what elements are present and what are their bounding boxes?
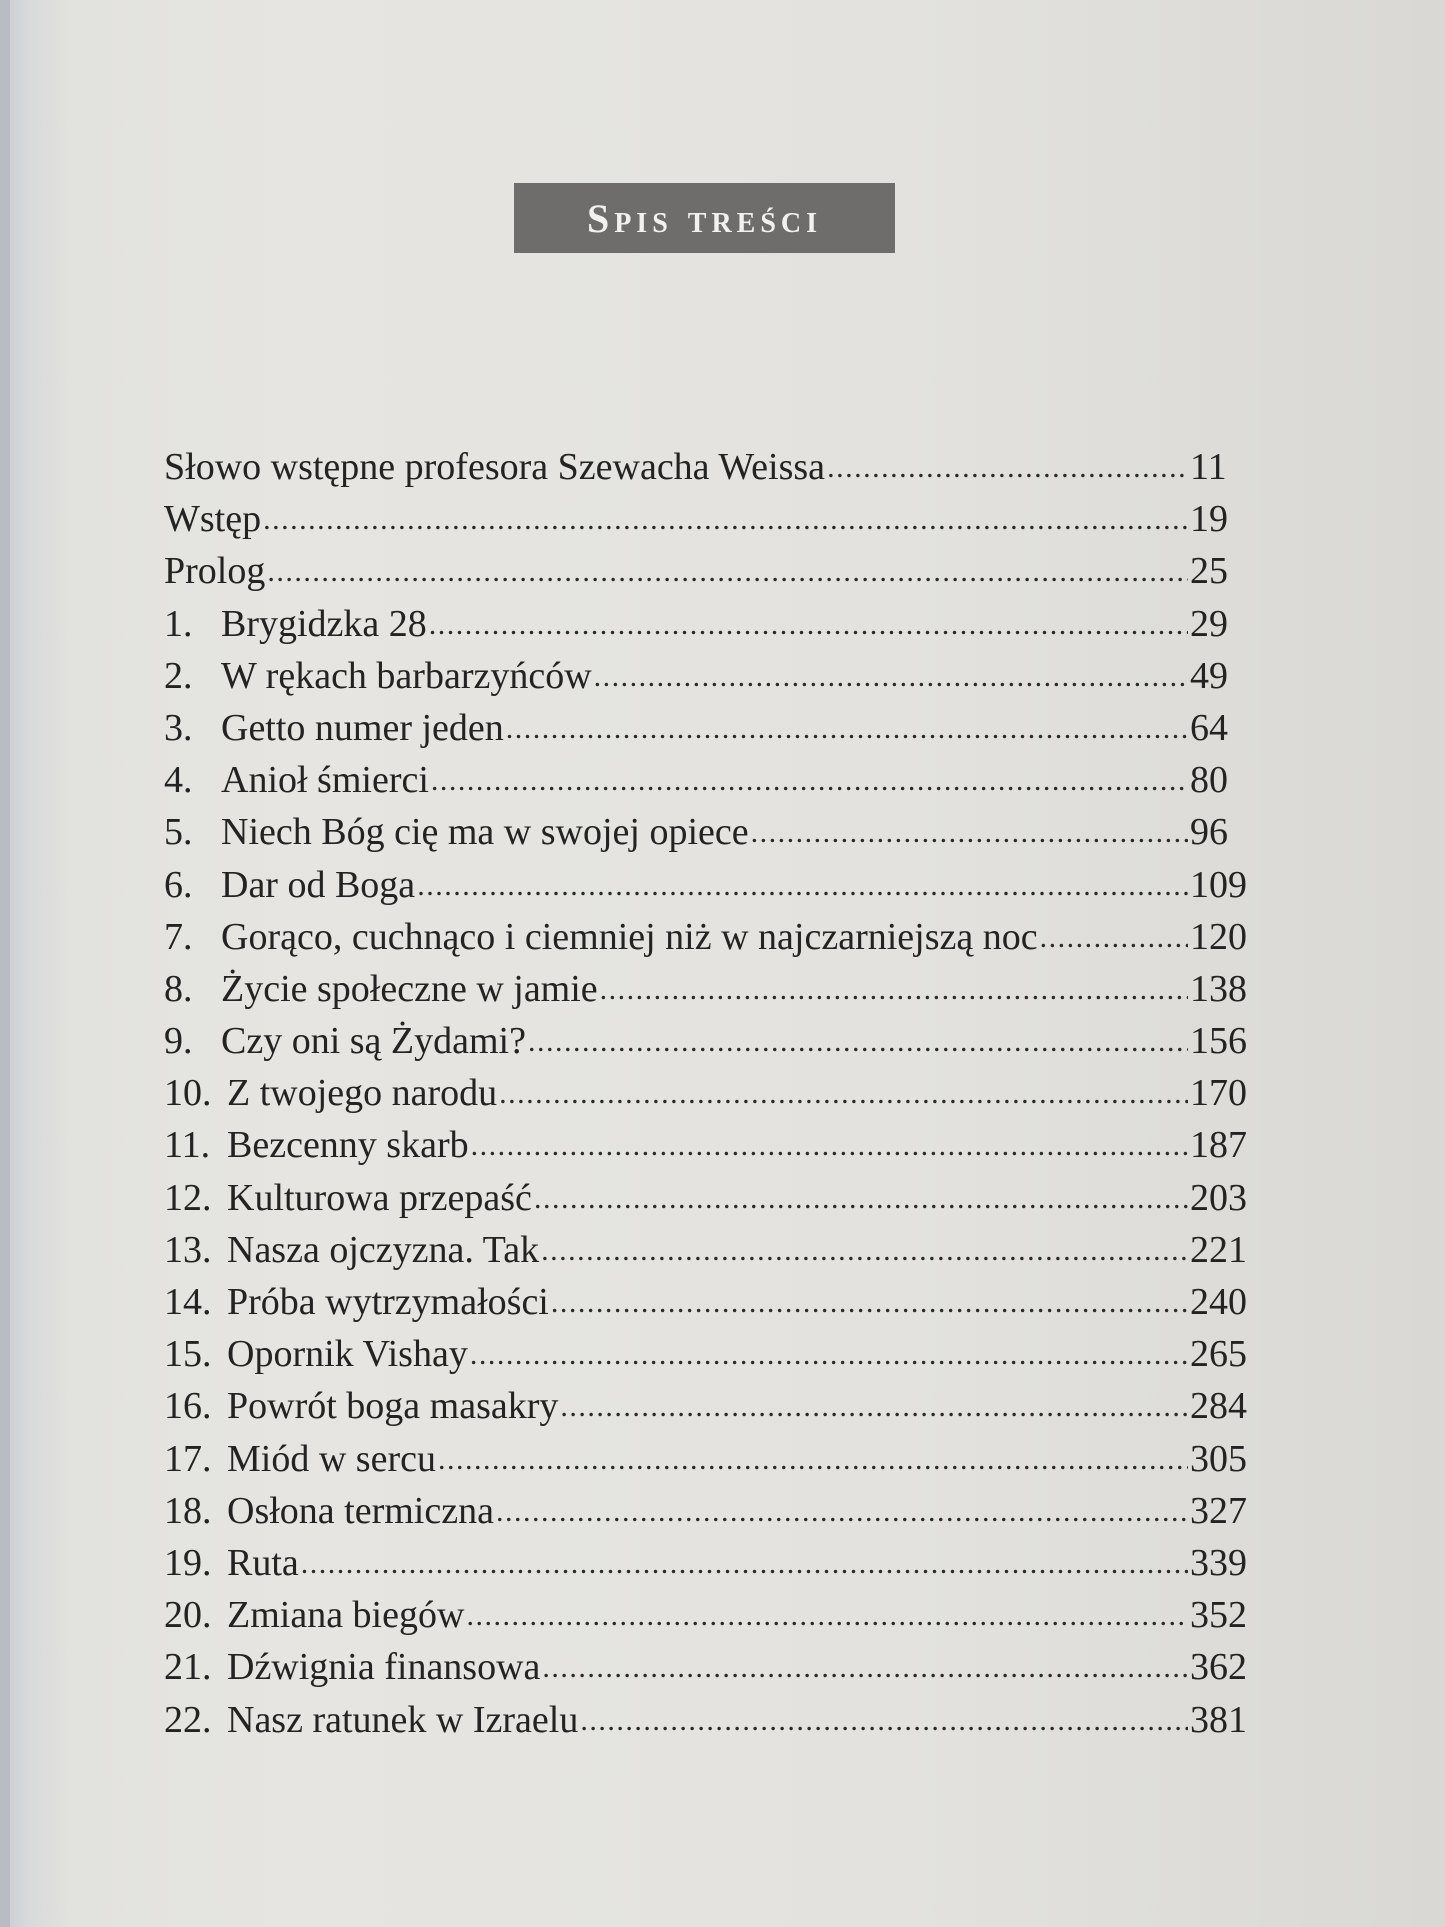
toc-entry-number: 21.: [164, 1646, 212, 1689]
toc-entry-number: 13.: [164, 1228, 212, 1271]
toc-entry: [164, 497, 1264, 549]
toc-entry-number: 8.: [164, 967, 193, 1010]
toc-entry: [164, 863, 1264, 915]
toc-entry: [164, 1071, 1264, 1123]
title-banner: [514, 183, 895, 253]
toc-entry-number: 15.: [164, 1333, 212, 1376]
toc-entry-page-number: 284: [1190, 1385, 1247, 1428]
toc-entry-page-number: 240: [1190, 1281, 1247, 1323]
toc-entry: [164, 1593, 1264, 1645]
toc-entry-title: Gorąco, cuchnąco i ciemniej niż w najczarniejszą noc: [221, 915, 1038, 958]
toc-entry: [164, 967, 1264, 1019]
toc-entry-page-number: 362: [1190, 1646, 1247, 1689]
toc-entry: [164, 915, 1264, 967]
toc-entry-number: 6.: [164, 863, 193, 906]
toc-entry-number: 19.: [164, 1541, 212, 1584]
toc-entry: [164, 654, 1264, 706]
toc-entry: [164, 445, 1264, 497]
dot-leader: [499, 1069, 1188, 1113]
toc-entry-page-number: 11: [1190, 446, 1227, 488]
toc-entry-page-number: 156: [1190, 1020, 1247, 1063]
dot-leader: [496, 1487, 1188, 1531]
toc-entry: [164, 1123, 1264, 1175]
toc-entry-number: 7.: [164, 915, 193, 958]
dot-leader: [560, 1382, 1188, 1426]
page-edge: [0, 0, 10, 1927]
toc-entry: [164, 1280, 1264, 1332]
toc-entry-page-number: 96: [1190, 811, 1228, 854]
toc-entry-title: Wstęp: [164, 498, 262, 541]
toc-entry-title: Miód w sercu: [227, 1437, 436, 1480]
toc-entry-number: 12.: [164, 1176, 212, 1219]
toc-entry-title: Czy oni są Żydami?: [221, 1020, 526, 1063]
toc-entry-title: Nasza ojczyzna. Tak: [227, 1228, 540, 1271]
toc-entry-number: 18.: [164, 1489, 212, 1532]
toc-entry-title: Próba wytrzymałości: [227, 1281, 549, 1323]
dot-leader: [751, 808, 1188, 852]
dot-leader: [471, 1121, 1188, 1165]
toc-entry-page-number: 352: [1190, 1594, 1247, 1637]
dot-leader: [301, 1539, 1188, 1583]
toc-entry-title: Dźwignia finansowa: [227, 1646, 541, 1689]
toc-entry-number: 3.: [164, 706, 193, 749]
toc-entry-page-number: 29: [1190, 602, 1228, 645]
dot-leader: [1040, 913, 1188, 957]
toc-entry-title: W rękach barbarzyńców: [221, 654, 592, 697]
toc-entry-number: 16.: [164, 1385, 212, 1428]
toc-entry-number: 9.: [164, 1020, 193, 1063]
dot-leader: [417, 861, 1188, 905]
toc-entry: [164, 1645, 1264, 1697]
toc-entry-title: Z twojego narodu: [227, 1072, 498, 1115]
page-title: Spis treści: [586, 195, 823, 241]
toc-entry-number: 14.: [164, 1281, 212, 1323]
toc-entry-title: Słowo wstępne profesora Szewacha Weissa: [164, 446, 826, 488]
toc-entry-title: Opornik Vishay: [227, 1333, 468, 1376]
toc-entry-title: Kulturowa przepaść: [227, 1176, 532, 1219]
toc-entry-title: Ruta: [227, 1541, 299, 1584]
dot-leader: [580, 1696, 1188, 1740]
toc-entry-number: 11.: [164, 1124, 211, 1167]
toc-entry-title: Prolog: [164, 550, 266, 593]
toc-entry-title: Osłona termiczna: [227, 1489, 494, 1532]
toc-entry-title: Dar od Boga: [221, 863, 416, 906]
toc-entry: [164, 1437, 1264, 1489]
toc-entry-number: 4.: [164, 759, 193, 802]
toc-entry-number: 22.: [164, 1698, 212, 1741]
dot-leader: [431, 756, 1188, 800]
toc-entry: [164, 1332, 1264, 1384]
dot-leader: [506, 704, 1188, 748]
toc-entry-page-number: 120: [1190, 915, 1247, 958]
toc-entry: [164, 1019, 1264, 1071]
dot-leader: [594, 652, 1188, 696]
dot-leader: [267, 547, 1188, 591]
toc-entry-page-number: 305: [1190, 1437, 1247, 1480]
toc-entry-number: 2.: [164, 654, 193, 697]
toc-entry: [164, 1384, 1264, 1436]
toc-entry-page-number: 381: [1190, 1698, 1247, 1741]
dot-leader: [470, 1330, 1188, 1374]
toc-entry: [164, 549, 1264, 601]
dot-leader: [466, 1591, 1188, 1635]
toc-entry: [164, 1489, 1264, 1541]
toc-entry-number: 5.: [164, 811, 193, 854]
toc-entry-title: Brygidzka 28: [221, 602, 427, 645]
toc-entry: [164, 706, 1264, 758]
toc-entry-title: Powrót boga masakry: [227, 1385, 559, 1428]
toc-entry-title: Bezcenny skarb: [227, 1124, 469, 1167]
toc-entry-page-number: 339: [1190, 1541, 1247, 1584]
toc-entry: [164, 1176, 1264, 1228]
dot-leader: [438, 1435, 1188, 1479]
dot-leader: [263, 495, 1188, 539]
toc-entry: [164, 1698, 1264, 1750]
table-of-contents: [164, 445, 1264, 1750]
toc-entry-page-number: 170: [1190, 1072, 1247, 1115]
dot-leader: [551, 1278, 1188, 1322]
toc-entry: [164, 758, 1264, 810]
toc-entry-page-number: 221: [1190, 1228, 1247, 1271]
toc-entry-page-number: 109: [1190, 863, 1247, 906]
toc-entry-title: Niech Bóg cię ma w swojej opiece: [221, 811, 749, 854]
toc-entry-page-number: 187: [1190, 1124, 1247, 1167]
toc-entry-page-number: 327: [1190, 1489, 1247, 1532]
toc-entry-page-number: 49: [1190, 654, 1228, 697]
dot-leader: [534, 1174, 1188, 1218]
toc-entry-title: Getto numer jeden: [221, 706, 504, 749]
toc-entry-page-number: 203: [1190, 1176, 1247, 1219]
toc-entry-number: 17.: [164, 1437, 212, 1480]
dot-leader: [429, 600, 1188, 644]
dot-leader: [600, 965, 1188, 1009]
toc-entry-number: 20.: [164, 1594, 212, 1637]
toc-entry-number: 1.: [164, 602, 193, 645]
toc-entry-title: Anioł śmierci: [221, 759, 429, 802]
toc-entry-page-number: 64: [1190, 706, 1228, 749]
toc-entry: [164, 1228, 1264, 1280]
toc-entry: [164, 602, 1264, 654]
dot-leader: [827, 443, 1188, 487]
toc-entry-page-number: 265: [1190, 1333, 1247, 1376]
dot-leader: [542, 1643, 1188, 1687]
dot-leader: [541, 1226, 1188, 1270]
toc-entry: [164, 810, 1264, 862]
toc-entry-title: Nasz ratunek w Izraelu: [227, 1698, 579, 1741]
toc-entry-page-number: 80: [1190, 759, 1228, 802]
toc-entry-page-number: 138: [1190, 967, 1247, 1010]
toc-entry-page-number: 25: [1190, 550, 1228, 593]
toc-entry: [164, 1541, 1264, 1593]
toc-entry-title: Życie społeczne w jamie: [221, 967, 598, 1010]
dot-leader: [528, 1017, 1188, 1061]
toc-entry-title: Zmiana biegów: [227, 1594, 465, 1637]
toc-entry-number: 10.: [164, 1072, 212, 1115]
toc-entry-page-number: 19: [1190, 498, 1228, 541]
